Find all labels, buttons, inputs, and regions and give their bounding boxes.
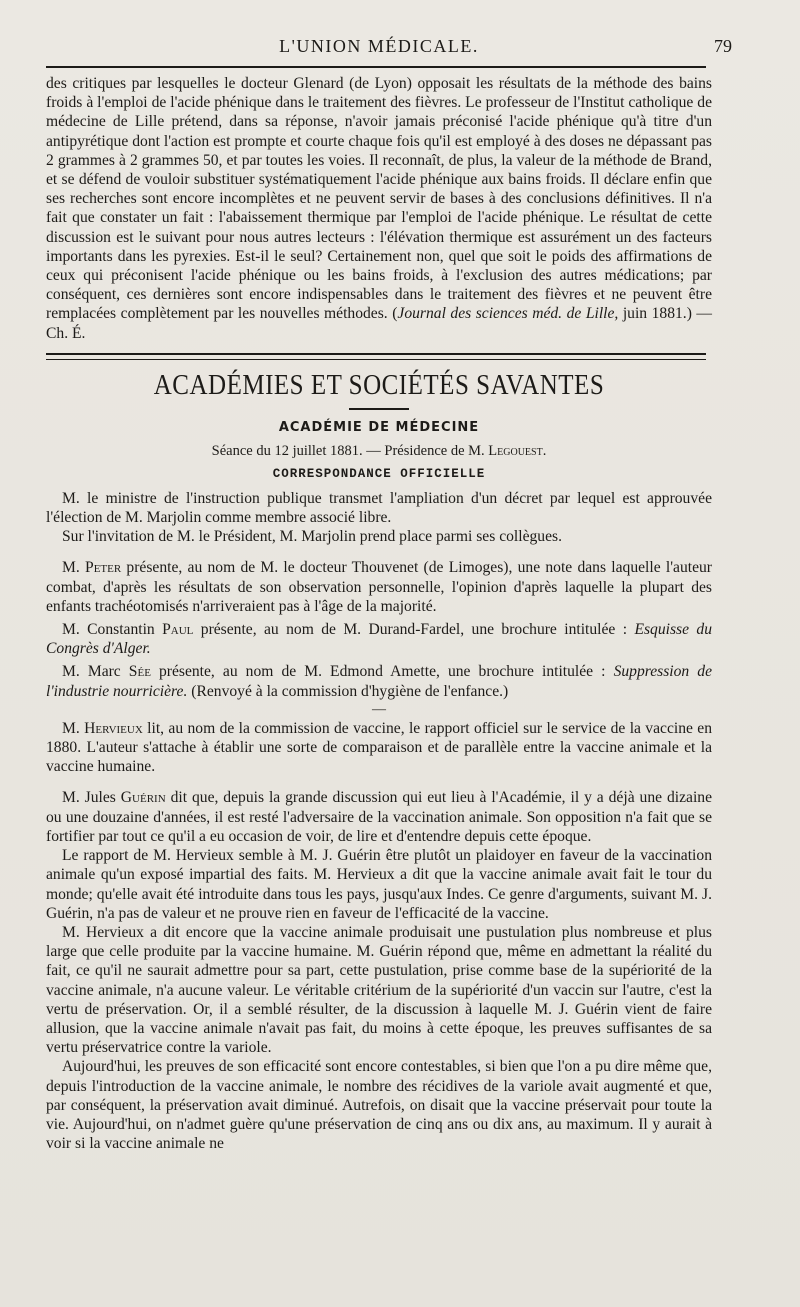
p6-text: lit, au nom de la commission de vaccine, le rapport officiel sur le service de la vaccine en 1880. L'auteur s'attache à établir une sorte de comparaison et de parallèle entre la vaccine animale et la vaccine humaine. <box>46 719 713 776</box>
p3-pre: M. <box>62 559 86 577</box>
p4-pre: M. Constantin <box>62 621 163 639</box>
paragraph-paul <box>46 620 712 658</box>
article-continuation <box>46 74 712 343</box>
p5-title: Suppression de l'industrie nourricière. <box>46 663 713 700</box>
title-rule <box>349 408 409 410</box>
running-head <box>46 30 732 64</box>
paragraph-guerin <box>46 788 712 846</box>
p3-text: présente, au nom de M. le docteur Thouvenet (de Limoges), une note dans laquelle l'auteur combat, d'après les résultats de son observation personnelle, l'opinion d'après laquelle la plupart des enfants trachéotomisés n'arriveraient pas à l'âge de la majorité. <box>46 559 712 615</box>
p5-text: présente, au nom de M. Edmond Amette, une brochure intitulée : <box>150 663 614 681</box>
p7-text: dit que, depuis la grande discussion qui eut lieu à l'Académie, il y a déjà une dizaine ou une douzaine d'années, il est resté l'adversaire de la vaccination animale. Son opposition n'a fait que se fortifier par tout ce qu'il a eu occasion de voir, de lire et d'entendre depuis cette époque. <box>46 789 712 845</box>
paragraph-hervieux <box>46 719 712 777</box>
header-rule <box>46 66 706 68</box>
p5-pre: M. Marc <box>62 663 129 681</box>
session-line <box>46 443 712 460</box>
speaker-paul: Paul <box>162 621 194 639</box>
section-divider <box>46 353 706 360</box>
article-text: des critiques par lesquelles le docteur Glenard (de Lyon) opposait les résultats de la méthode des bains froids à l'emploi de l'acide phénique dans le traitement des fièvres. Le professeur de l'Institut catholique de médecine de Lille prétend, dans sa réponse, n'avoir jamais préconisé l'acide phénique qu'à titre d'un antipyrétique dont l'action est prompte et courte chaque fois qu'il est employé à des doses ne dépassant pas 2 grammes à 2 grammes 50, et par toutes les voies. Il reconnaît, de plus, la valeur de la méthode de Brand, et se défend de vouloir substituer systématiquement l'acide phénique aux bains froids. Il déclare enfin que ses recherches sont encore incomplètes et ne peuvent servir de bases à des conclusions définitives. Il n'a fait que constater un fait : l'abaissement thermique par l'emploi de l'acide phénique. Le résultat de cette discussion est le suivant pour nous autres lecteurs : l'élévation thermique est assurément un des facteurs importants dans les pyrexies. Est-il le seul? Certainement non, quel que soit le poids des affirmations de ceux qui préconisent l'acide phénique ou les bains froids, à l'exclusion des autres médications; par conséquent, ces dernières sont encore indispensables dans le traitement des fièvres et ne peuvent être remplacées complètement par les nouvelles méthodes. ( <box>46 75 712 323</box>
running-title: L'UNION MÉDICALE. <box>279 36 479 56</box>
paragraph-aujourdhui: Aujourd'hui, les preuves de son efficacité sont encore contestables, si bien que l'on a pu dire même que, depuis l'introduction de la vaccine animale, le nombre des récidives de la variole avait augmenté et que, par conséquent, la préservation avait diminué. Autrefois, on disait que la vaccine préservait pour toute la vie. Aujourd'hui, on n'admet guère qu'une préservation de cinq ans ou dix ans, au maximum. Il y aurait à voir si la vaccine animale ne <box>46 1058 712 1153</box>
p5-tail: (Renvoyé à la commission d'hygiène de l'enfance.) <box>187 682 509 700</box>
paragraph-marjolin: Sur l'invitation de M. le Président, M. Marjolin prend place parmi ses collègues. <box>62 528 562 546</box>
paragraph-rapport: Le rapport de M. Hervieux semble à M. J. Guérin être plutôt un plaidoyer en faveur de la vaccination animale qu'un exposé impartial des faits. M. Hervieux a dit que la vaccine animale avait fait le tour du monde; qu'elle avait été introduite dans tous les pays, jusqu'aux Indes. Ce genre d'arguments, suivant M. J. Guérin, n'a pas de valeur et ne prouve rien en faveur de l'efficacité de la vaccine. <box>46 847 712 922</box>
session-prefix: Séance du 12 juillet 1881. — Présidence de M. <box>211 442 489 459</box>
dash-separator: — <box>372 701 386 717</box>
correspondence-heading: CORRESPONDANCE OFFICIELLE <box>272 466 486 481</box>
p6-pre: M. <box>62 719 85 737</box>
paragraph-see <box>46 662 712 700</box>
session-president: Legouest <box>488 442 543 459</box>
p4-text: présente, au nom de M. Durand-Fardel, une brochure intitulée : <box>193 621 635 639</box>
paragraph-pustulation: M. Hervieux a dit encore que la vaccine animale produisait une pustulation plus nombreuse et plus large que celle produite par la vaccine humaine. M. Guérin répond que, même en admettant la réalité du fait, ce qu'il ne saurait admettre pour sa part, cette pustulation, prise comme base de la supériorité de la vaccine animale, n'a aucune valeur. Le véritable critérium de la supériorité d'un vaccin sur l'autre, c'est la vertu de préservation. Or, il a semblé résulter, de la discussion à laquelle M. J. Guérin vient de faire allusion, que la vaccine animale n'avait pas fait, du moins à cette époque, les preuves suffisantes de sa vertu préservatrice contre la variole. <box>46 923 712 1057</box>
session-suffix: . <box>542 442 547 459</box>
article-source: Journal des sciences méd. de Lille, <box>397 305 619 323</box>
speaker-peter: Peter <box>85 559 122 577</box>
article-signature: juin 1881.) — Ch. É. <box>46 305 713 342</box>
p4-title: Esquisse du Congrès d'Alger. <box>46 621 712 658</box>
paragraph-peter <box>46 558 712 616</box>
speaker-guerin: Guérin <box>120 789 166 807</box>
speaker-hervieux: Hervieux <box>84 719 143 737</box>
speaker-see: Sée <box>128 663 151 681</box>
academy-heading: ACADÉMIE DE MÉDECINE <box>278 419 480 435</box>
page-number: 79 <box>714 36 732 56</box>
paragraph-ministre: M. le ministre de l'instruction publique transmet l'ampliation d'un décret par lequel est approuvée l'élection de M. Marjolin comme membre associé libre. <box>46 489 712 527</box>
p7-pre: M. Jules <box>62 789 121 807</box>
section-title: ACADÉMIES ET SOCIÉTÉS SAVANTES <box>153 369 605 401</box>
